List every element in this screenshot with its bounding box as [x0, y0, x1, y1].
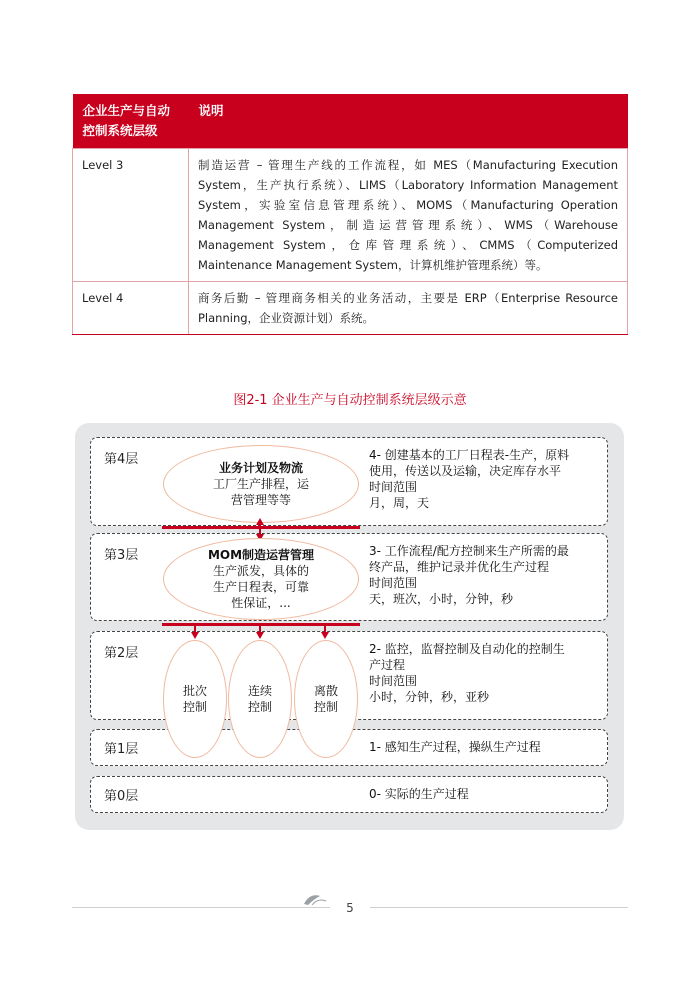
table-cell-level: Level 3 — [73, 149, 189, 282]
batch-control-ellipse — [163, 640, 227, 758]
layer-desc-line: 2- 监控，监督控制及自动化的控制生 — [369, 642, 565, 656]
layer-desc-line: 产过程 — [369, 658, 406, 672]
table-cell-desc: 制造运营 – 管理生产线的工作流程，如 MES（Manufacturing Execution System，生产执行系统）、LIMS（Laboratory Information Management System，实验室信息管理系统）、MOMS（Manufacturing Operation Management System，制造运营管理系统）、WMS（Warehouse Management System，仓库管理系统）、CMMS（Computerized Maintenance Management System，计算机维护管理系统）等。 — [189, 149, 628, 282]
layer-desc — [369, 739, 541, 755]
arrow-down-icon — [321, 632, 329, 639]
layer-desc-line: 天，班次，小时，分钟，秒 — [369, 592, 514, 606]
ellipse-text: 工厂生产排程，运 — [212, 477, 309, 491]
connector-bar — [162, 623, 360, 626]
layer-desc-line: 3- 工作流程/配方控制来生产所需的最 — [369, 544, 569, 558]
ellipse-text: 控制 — [182, 700, 207, 714]
ellipse-text: 营管理等等 — [230, 493, 291, 507]
ellipse-text: 性保证，... — [231, 596, 291, 610]
ellipse-text: 离散 — [313, 684, 338, 698]
ellipse-text: 生产派发，具体的 — [212, 564, 309, 578]
layer-desc-line: 时间范围 — [369, 480, 418, 494]
arrow-down-icon — [191, 632, 199, 639]
mom-ellipse — [163, 538, 359, 620]
layer-label: 第3层 — [104, 548, 139, 563]
layer-desc-line: 时间范围 — [369, 674, 418, 688]
layer-label: 第0层 — [104, 789, 139, 804]
continuous-control-ellipse — [228, 640, 292, 758]
business-planning-ellipse — [163, 445, 359, 523]
ellipse-text: 控制 — [313, 700, 338, 714]
layer-desc-line: 小时，分钟，秒，亚秒 — [369, 690, 490, 704]
table-cell-desc: 商务后勤 – 管理商务相关的业务活动，主要是 ERP（Enterprise Resource Planning，企业资源计划）系统。 — [189, 282, 628, 335]
column-header-level: 企业生产与自动控制系统层级 — [73, 94, 189, 149]
ellipse-title: MOM制造运营管理 — [207, 548, 315, 562]
layer-desc — [369, 786, 469, 802]
ellipse-title: 业务计划及物流 — [218, 461, 303, 475]
layer-desc-line: 1- 感知生产过程，操纵生产过程 — [369, 740, 541, 754]
figure-title: 图2-1 企业生产与自动控制系统层级示意 — [233, 393, 467, 408]
layer-0 — [90, 776, 608, 813]
table-row — [73, 149, 628, 282]
column-header-desc: 说明 — [189, 94, 628, 149]
arrow-down-icon — [256, 632, 264, 639]
layer-desc-line: 终产品，维护记录并优化生产过程 — [369, 560, 550, 574]
arrow-up-icon — [256, 518, 264, 525]
layer-desc-line: 4- 创建基本的工厂日程表-生产，原料 — [369, 448, 570, 462]
layer-desc-line: 使用，传送以及运输，决定库存水平 — [369, 464, 562, 478]
layer-desc-line: 时间范围 — [369, 576, 418, 590]
connector-bar — [162, 526, 360, 529]
table-cell-level: Level 4 — [73, 282, 189, 335]
ellipse-text: 控制 — [247, 700, 272, 714]
ellipse-text: 连续 — [247, 684, 272, 698]
layer-desc — [369, 641, 565, 705]
layer-label: 第1层 — [104, 742, 139, 757]
layer-desc-line: 0- 实际的生产过程 — [369, 787, 469, 801]
layer-label: 第4层 — [104, 452, 139, 467]
ellipse-text: 生产日程表，可靠 — [212, 580, 309, 594]
table-header-row — [73, 94, 628, 149]
system-levels-table — [72, 94, 628, 335]
layer-label: 第2层 — [104, 646, 139, 661]
layer-desc — [369, 543, 569, 607]
table-row — [73, 282, 628, 335]
discrete-control-ellipse — [294, 640, 358, 758]
layer-desc-line: 月，周，天 — [369, 496, 430, 510]
layer-desc — [369, 447, 569, 511]
ellipse-text: 批次 — [182, 684, 207, 698]
page-number: 5 — [346, 901, 354, 915]
